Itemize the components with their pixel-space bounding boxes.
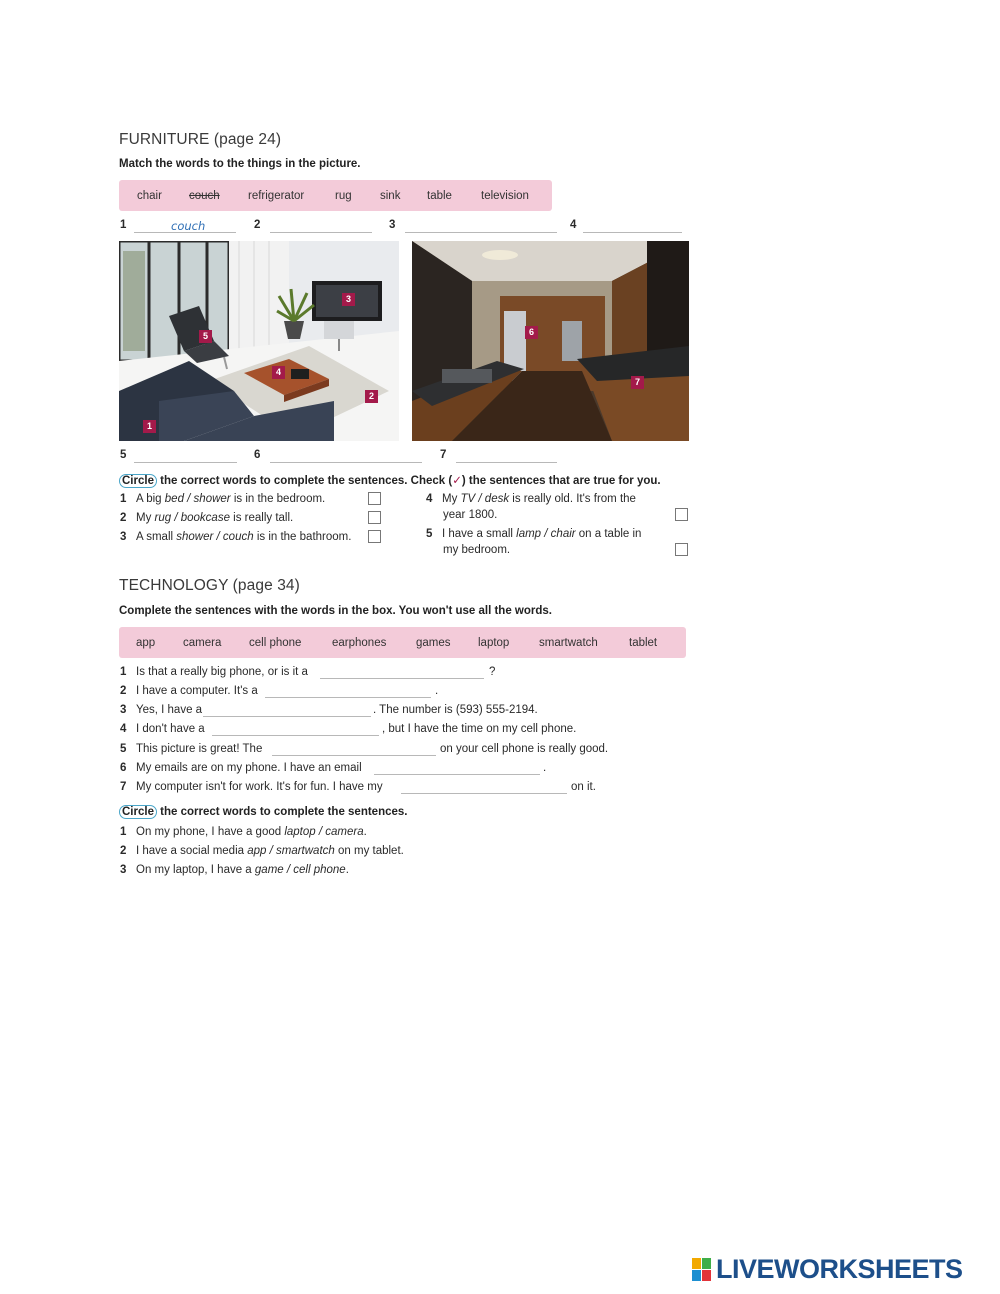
answer-number: 2 [254, 219, 261, 231]
tech-blank-2[interactable] [265, 697, 431, 698]
word-earphones: earphones [332, 636, 387, 649]
word-rug: rug [335, 189, 352, 202]
word-cell-phone: cell phone [249, 636, 302, 649]
true-for-you-checkbox-1[interactable] [368, 492, 381, 505]
true-for-you-checkbox-3[interactable] [368, 530, 381, 543]
tech-sentence-1-end: ? [489, 666, 496, 678]
living-room-photo [119, 241, 399, 441]
marker-7: 7 [631, 376, 644, 389]
circle-sentence-1: 1 A big bed / shower is in the bedroom. [120, 493, 326, 505]
word-smartwatch: smartwatch [539, 636, 598, 649]
word-sink: sink [380, 189, 401, 202]
circle-options[interactable]: game / cell phone [254, 864, 346, 876]
answer-number: 4 [570, 219, 577, 231]
marker-2: 2 [365, 390, 378, 403]
circle-sentence-5-line2: my bedroom. [443, 544, 511, 556]
furniture-instruction: Match the words to the things in the picture. [119, 158, 361, 170]
circle-options[interactable]: rug / bookcase [154, 512, 230, 524]
logo-text: LIVEWORKSHEETS [716, 1254, 963, 1284]
tech-sentence-6-end: . [543, 762, 547, 774]
circle-word: Circle [119, 805, 157, 819]
tech-sentence-1: 1 Is that a really big phone, or is it a [120, 666, 308, 678]
circle-sentence-2: 2 My rug / bookcase is really tall. [120, 512, 294, 524]
word-app: app [136, 636, 156, 649]
true-for-you-checkbox-2[interactable] [368, 511, 381, 524]
tech-sentence-7-end: on it. [571, 781, 596, 793]
tech-sentence-5-end: on your cell phone is really good. [440, 743, 609, 755]
marker-4: 4 [272, 366, 285, 379]
word-couch-crossed: couch [189, 189, 220, 202]
liveworksheets-logo [692, 1254, 963, 1285]
circle2-sentence-3: 3 On my laptop, I have a game / cell phone. [120, 864, 349, 876]
answer-number: 5 [120, 449, 127, 461]
tech-sentence-3-end: . The number is (593) 555-2194. [373, 704, 538, 716]
tech-sentence-5: 5 This picture is great! The [120, 743, 263, 755]
word-laptop: laptop [478, 636, 510, 649]
circle-check-instruction: Circle the correct words to complete the sentences. Check (✓) the sentences that are true for you. [119, 473, 661, 487]
tech-sentence-4-end: , but I have the time on my cell phone. [382, 723, 577, 735]
circle-word: Circle [119, 474, 157, 488]
answer-number: 3 [389, 219, 396, 231]
marker-5: 5 [199, 330, 212, 343]
answer-3-field[interactable] [405, 232, 557, 233]
furniture-word-box [119, 180, 552, 211]
circle-sentence-4: 4 My TV / desk is really old. It's from the [426, 493, 636, 505]
furniture-title: FURNITURE (page 24) [119, 131, 282, 148]
tech-sentence-7: 7 My computer isn't for work. It's for fun. I have my [120, 781, 383, 793]
tech-blank-1[interactable] [320, 678, 484, 679]
technology-title: TECHNOLOGY (page 34) [119, 577, 300, 594]
check-mark-icon: ✓ [452, 475, 462, 487]
answer-1-line [134, 232, 236, 233]
tech-sentence-3: 3 Yes, I have a [120, 704, 203, 716]
technology-word-box [119, 627, 686, 658]
word-table: table [427, 189, 452, 202]
tech-blank-3[interactable] [203, 716, 371, 717]
marker-6: 6 [525, 326, 538, 339]
tech-sentence-6: 6 My emails are on my phone. I have an email [120, 762, 362, 774]
tech-blank-4[interactable] [212, 735, 379, 736]
tech-blank-6[interactable] [374, 774, 540, 775]
tech-sentence-2-end: . [435, 685, 439, 697]
circle-options[interactable]: TV / desk [460, 493, 510, 505]
circle-options[interactable]: laptop / camera [284, 826, 364, 838]
true-for-you-checkbox-4[interactable] [675, 508, 688, 521]
circle-options[interactable]: shower / couch [176, 531, 254, 543]
tech-sentence-4: 4 I don't have a [120, 723, 205, 735]
circle-options[interactable]: lamp / chair [516, 528, 576, 540]
technology-instruction: Complete the sentences with the words in the box. You won't use all the words. [119, 605, 552, 617]
answer-number: 7 [440, 449, 447, 461]
liveworksheets-logo-icon [692, 1258, 712, 1282]
circle-instruction-2: Circle the correct words to complete the sentences. [119, 806, 407, 818]
circle-sentence-3: 3 A small shower / couch is in the bathroom. [120, 531, 352, 543]
word-refrigerator: refrigerator [248, 189, 305, 202]
word-tablet: tablet [629, 636, 658, 649]
circle-options[interactable]: bed / shower [164, 493, 231, 505]
true-for-you-checkbox-5[interactable] [675, 543, 688, 556]
circle2-sentence-2: 2 I have a social media app / smartwatch on my tablet. [120, 845, 404, 857]
answer-number: 6 [254, 449, 261, 461]
answer-5-field[interactable] [134, 462, 237, 463]
answer-7-field[interactable] [456, 462, 557, 463]
circle2-sentence-1: 1 On my phone, I have a good laptop / camera. [120, 826, 367, 838]
tech-sentence-2: 2 I have a computer. It's a [120, 685, 258, 697]
circle-sentence-5: 5 I have a small lamp / chair on a table in [426, 528, 642, 540]
kitchen-photo [412, 241, 689, 441]
tech-blank-7[interactable] [401, 793, 567, 794]
marker-3: 3 [342, 293, 355, 306]
word-camera: camera [183, 636, 222, 649]
marker-1: 1 [143, 420, 156, 433]
word-games: games [416, 636, 451, 649]
answer-number: 1 [120, 219, 127, 231]
tech-blank-5[interactable] [272, 755, 436, 756]
answer-6-field[interactable] [270, 462, 422, 463]
word-chair: chair [137, 189, 162, 202]
answer-4-field[interactable] [583, 232, 682, 233]
word-television: television [481, 189, 529, 202]
answer-2-field[interactable] [270, 232, 372, 233]
answer-1-field[interactable]: couch [171, 219, 206, 233]
circle-sentence-4-line2: year 1800. [443, 509, 498, 521]
circle-options[interactable]: app / smartwatch [247, 845, 335, 857]
